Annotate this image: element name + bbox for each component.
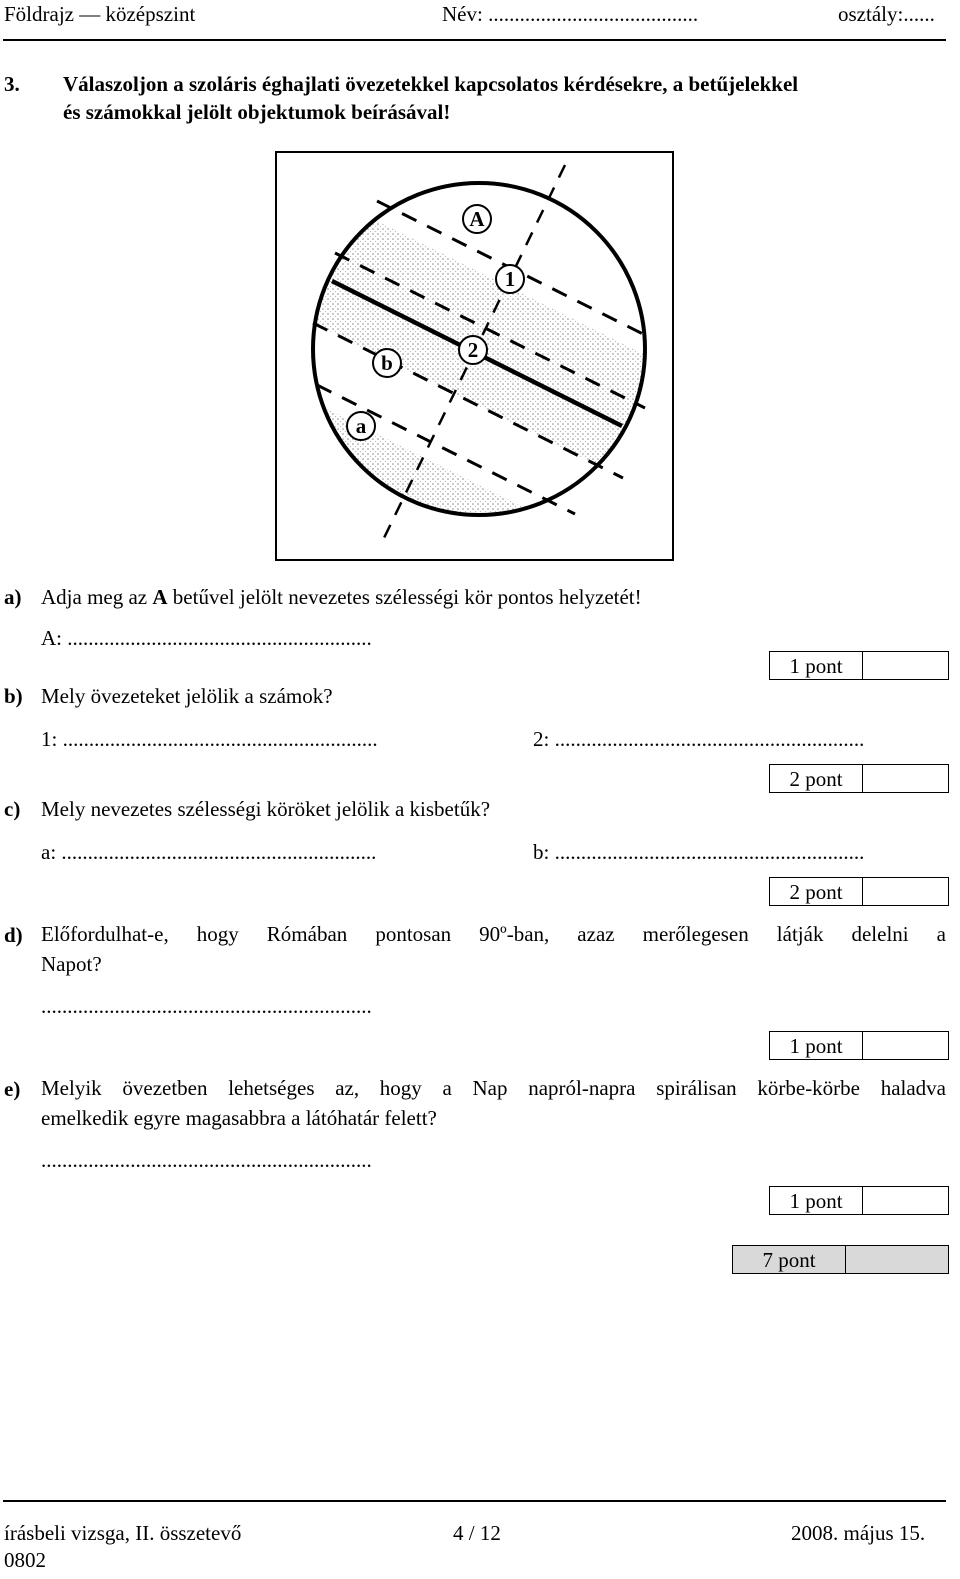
question-e-score-cell[interactable] [863,1187,948,1214]
question-a-text [41,587,642,608]
question-e-text-line2: emelkedik egyre magasabbra a látóhatár felett? [41,1106,437,1130]
label-2 [459,336,487,364]
question-a-answer-line[interactable]: A: .......................................................... [41,626,372,650]
task-instruction-line1: Válaszoljon a szoláris éghajlati övezetekkel kapcsolatos kérdésekre, a betűjelekkel [63,72,799,96]
svg-text:A: A [469,207,485,231]
question-a-text-before: Adja meg az [41,585,153,609]
question-e-points-label: 1 pont [770,1187,863,1214]
question-c-points-box [769,877,949,906]
question-b-points-box [769,764,949,793]
svg-text:a: a [355,414,367,438]
question-e-points-box [769,1186,949,1215]
question-b-text: Mely övezeteket jelölik a számok? [41,684,333,708]
question-a-text-after: betűvel jelölt nevezetes szélességi kör pontos helyzetét! [167,585,642,609]
question-a-letter: a) [4,585,22,609]
question-e-letter: e) [4,1077,21,1101]
label-a [347,412,375,440]
svg-text:b: b [381,351,393,375]
question-c-letter: c) [4,797,21,821]
question-c-score-cell[interactable] [863,878,948,905]
question-d-letter: d) [4,923,23,947]
label-1 [496,265,524,293]
footer-exam-info: írásbeli vizsga, II. összetevő [4,1521,242,1545]
svg-text:1: 1 [504,267,516,291]
question-a-score-cell[interactable] [863,652,948,679]
label-b [373,349,401,377]
task-instruction-line2: és számokkal jelölt objektumok beírásával! [63,100,451,124]
question-b-points-label: 2 pont [770,765,863,792]
question-e-answer-line[interactable]: ............................................................... [41,1148,372,1172]
label-A [463,205,491,233]
footer-page-number: 4 / 12 [453,1521,501,1545]
globe-diagram [277,153,672,559]
question-b-answer-1[interactable]: 1: ............................................................ [41,727,378,751]
header-rule [3,39,946,41]
question-b-letter: b) [4,684,23,708]
header-class-field: osztály:...... [838,2,935,26]
header-subject: Földrajz — középszint [4,2,196,26]
question-a-text-bold: A [152,585,168,609]
question-a-points-label: 1 pont [770,652,863,679]
question-c-text: Mely nevezetes szélességi köröket jelölik a kisbetűk? [41,797,491,821]
question-d-text-line2: Napot? [41,952,102,976]
question-d-points-label: 1 pont [770,1032,863,1059]
header-name-field: Név: ........................................ [442,2,699,26]
globe-figure [275,151,674,561]
question-d-score-cell[interactable] [863,1032,948,1059]
total-score-cell[interactable] [846,1246,948,1273]
question-d-answer-line[interactable]: ............................................................... [41,994,372,1018]
question-c-answer-a[interactable]: a: ............................................................ [41,840,377,864]
question-c-points-label: 2 pont [770,878,863,905]
total-points-box [732,1245,949,1274]
question-c-answer-b[interactable]: b: ........................................................... [533,840,865,864]
total-points-label: 7 pont [733,1246,846,1273]
footer-code: 0802 [4,1548,46,1572]
task-number: 3. [4,72,20,96]
footer-rule [3,1500,946,1502]
question-b-answer-2[interactable]: 2: ........................................................... [533,727,865,751]
question-d-points-box [769,1031,949,1060]
footer-date: 2008. május 15. [791,1521,926,1545]
question-e-text-line1: Melyik övezetben lehetséges az, hogy a Nap napról-napra spirálisan körbe-körbe haladva [41,1076,946,1100]
question-d-text-line1: Előfordulhat-e, hogy Rómában pontosan 90º-ban, azaz merőlegesen látják delelni a [41,922,946,946]
question-a-points-box [769,651,949,680]
question-b-score-cell[interactable] [863,765,948,792]
svg-text:2: 2 [467,338,479,362]
